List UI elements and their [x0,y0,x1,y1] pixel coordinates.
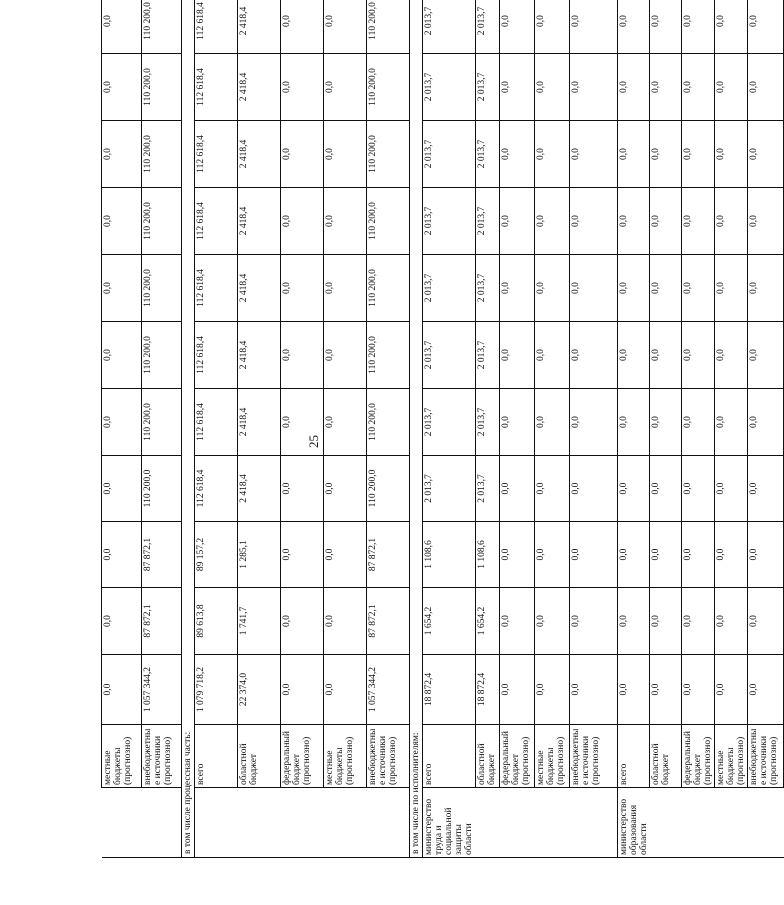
value-cell: 0,0 [324,655,367,725]
value-cell: 0,0 [617,655,650,725]
value-cell: 1 654,2 [423,588,476,655]
value-cell: 0,0 [617,188,650,255]
value-cell: 2 013,7 [475,255,499,322]
value-cell: 0,0 [748,655,784,725]
value-cell: 0,0 [102,188,142,255]
value-cell: 0,0 [534,54,569,121]
value-cell: 0,0 [281,655,324,725]
value-cell: 0,0 [534,522,569,588]
executor-cell [748,788,784,858]
value-cell: 0,0 [324,54,367,121]
value-cell: 0,0 [324,456,367,522]
executor-cell [367,788,410,858]
value-cell: 112 618,4 [195,389,238,456]
value-cell: 0,0 [534,0,569,54]
value-cell: 0,0 [534,121,569,188]
value-cell: 0,0 [748,54,784,121]
value-cell: 0,0 [499,54,534,121]
value-cell: 1 079 718,2 [195,655,238,725]
value-cell: 0,0 [324,322,367,389]
value-cell: 0,0 [569,255,617,322]
value-cell: 110 200,0 [142,54,182,121]
value-cell: 110 200,0 [367,54,410,121]
value-cell: 2 013,7 [475,456,499,522]
funding-source-cell: областной бюджет [475,725,499,788]
value-cell: 0,0 [715,0,748,54]
value-cell: 0,0 [102,121,142,188]
value-cell: 87 872,1 [142,588,182,655]
value-cell: 0,0 [324,121,367,188]
value-cell: 0,0 [617,588,650,655]
value-cell: 0,0 [650,588,682,655]
value-cell: 2 418,4 [238,0,281,54]
funding-source-cell: всего [195,725,238,788]
value-cell: 0,0 [102,255,142,322]
funding-source-cell: федеральный бюджет (прогнозно) [499,725,534,788]
executor-cell: министерство образования области [617,788,650,858]
value-cell: 110 200,0 [367,121,410,188]
value-cell: 0,0 [499,389,534,456]
value-cell: 0,0 [715,522,748,588]
value-cell: 2 013,7 [423,188,476,255]
value-cell: 0,0 [324,588,367,655]
table-row [475,0,499,858]
value-cell: 0,0 [715,54,748,121]
value-cell: 0,0 [715,322,748,389]
funding-source-cell: федеральный бюджет (прогнозно) [281,725,324,788]
executor-cell [715,788,748,858]
value-cell: 1 057 344,2 [367,655,410,725]
value-cell: 0,0 [499,188,534,255]
value-cell: 0,0 [102,0,142,54]
value-cell: 0,0 [102,322,142,389]
value-cell: 110 200,0 [142,188,182,255]
executor-cell [499,788,534,858]
value-cell: 2 418,4 [238,255,281,322]
funding-source-cell: местные бюджеты (прогнозно) [715,725,748,788]
funding-source-cell: всего [423,725,476,788]
value-cell: 0,0 [499,655,534,725]
value-cell: 112 618,4 [195,322,238,389]
table-body [102,0,784,858]
value-cell: 0,0 [748,255,784,322]
value-cell: 0,0 [281,0,324,54]
executor-cell [324,788,367,858]
table-row [195,0,238,858]
value-cell: 0,0 [281,522,324,588]
value-cell: 0,0 [748,389,784,456]
table-row [423,0,476,858]
value-cell: 0,0 [569,522,617,588]
value-cell: 0,0 [617,456,650,522]
value-cell: 0,0 [102,456,142,522]
value-cell: 1 741,7 [238,588,281,655]
value-cell: 0,0 [682,54,715,121]
value-cell: 110 200,0 [367,389,410,456]
section-label: в том числе по исполнителям: [410,0,423,858]
funding-source-cell: местные бюджеты (прогнозно) [534,725,569,788]
value-cell: 0,0 [682,121,715,188]
value-cell: 0,0 [617,121,650,188]
value-cell: 110 200,0 [367,188,410,255]
value-cell: 0,0 [102,522,142,588]
value-cell: 2 013,7 [475,389,499,456]
table-row [617,0,650,858]
table-row [281,0,324,858]
value-cell: 110 200,0 [367,322,410,389]
funding-source-cell: федеральный бюджет (прогнозно) [682,725,715,788]
value-cell: 0,0 [534,456,569,522]
value-cell: 0,0 [499,121,534,188]
value-cell: 0,0 [102,54,142,121]
funding-source-cell: местные бюджеты (прогнозно) [324,725,367,788]
value-cell: 0,0 [682,588,715,655]
value-cell: 2 418,4 [238,456,281,522]
value-cell: 2 013,7 [475,54,499,121]
value-cell: 0,0 [650,322,682,389]
value-cell: 18 872,4 [423,655,476,725]
value-cell: 0,0 [682,188,715,255]
rotated-budget-table [101,2,779,858]
value-cell: 0,0 [617,522,650,588]
value-cell: 0,0 [682,322,715,389]
value-cell: 1 285,1 [238,522,281,588]
table-row [324,0,367,858]
value-cell: 2 013,7 [423,456,476,522]
value-cell: 110 200,0 [142,322,182,389]
executor-cell [569,788,617,858]
value-cell: 0,0 [650,655,682,725]
value-cell: 0,0 [281,456,324,522]
funding-source-cell: внебюджетные источники (прогнозно) [367,725,410,788]
value-cell: 110 200,0 [142,456,182,522]
value-cell: 0,0 [102,655,142,725]
table-row [367,0,410,858]
executor-cell [682,788,715,858]
value-cell: 2 013,7 [423,389,476,456]
funding-source-cell: областной бюджет [650,725,682,788]
funding-source-cell: внебюджетные источники (прогнозно) [748,725,784,788]
value-cell: 0,0 [281,54,324,121]
section-row [410,0,423,858]
value-cell: 0,0 [281,121,324,188]
value-cell: 0,0 [534,588,569,655]
value-cell: 0,0 [748,0,784,54]
value-cell: 0,0 [281,255,324,322]
value-cell: 0,0 [569,588,617,655]
value-cell: 0,0 [534,389,569,456]
section-label: в том числе процессная часть: [182,0,195,858]
value-cell: 0,0 [569,54,617,121]
value-cell: 112 618,4 [195,121,238,188]
value-cell: 0,0 [281,188,324,255]
value-cell: 112 618,4 [195,456,238,522]
funding-source-cell: внебюджетные источники (прогнозно) [142,725,182,788]
value-cell: 112 618,4 [195,54,238,121]
value-cell: 2 013,7 [423,255,476,322]
executor-cell [142,788,182,858]
table-row [748,0,784,858]
value-cell: 0,0 [650,188,682,255]
value-cell: 0,0 [682,655,715,725]
value-cell: 1 108,6 [423,522,476,588]
value-cell: 110 200,0 [142,121,182,188]
table-row [534,0,569,858]
value-cell: 0,0 [650,255,682,322]
value-cell: 1 654,2 [475,588,499,655]
value-cell: 2 418,4 [238,121,281,188]
executor-cell: министерство труда и социальной защиты области [423,788,476,858]
budget-table [101,0,784,858]
section-row [182,0,195,858]
value-cell: 0,0 [682,0,715,54]
executor-cell [475,788,499,858]
value-cell: 0,0 [499,255,534,322]
value-cell: 0,0 [324,389,367,456]
value-cell: 0,0 [715,188,748,255]
value-cell: 0,0 [748,456,784,522]
value-cell: 0,0 [617,322,650,389]
value-cell: 0,0 [569,188,617,255]
value-cell: 18 872,4 [475,655,499,725]
executor-cell [534,788,569,858]
value-cell: 0,0 [569,389,617,456]
value-cell: 0,0 [748,588,784,655]
value-cell: 112 618,4 [195,188,238,255]
value-cell: 0,0 [650,456,682,522]
value-cell: 0,0 [499,0,534,54]
value-cell: 110 200,0 [367,255,410,322]
value-cell: 0,0 [650,522,682,588]
value-cell: 0,0 [617,255,650,322]
value-cell: 0,0 [650,54,682,121]
value-cell: 87 872,1 [367,588,410,655]
value-cell: 2 013,7 [423,121,476,188]
value-cell: 0,0 [281,588,324,655]
value-cell: 0,0 [682,522,715,588]
funding-source-cell: всего [617,725,650,788]
executor-cell [102,788,142,858]
value-cell: 0,0 [748,522,784,588]
executor-cell [238,788,281,858]
value-cell: 0,0 [748,188,784,255]
funding-source-cell: внебюджетные источники (прогнозно) [569,725,617,788]
page-number: 25 [306,435,321,448]
value-cell: 2 013,7 [423,322,476,389]
value-cell: 110 200,0 [142,389,182,456]
value-cell: 2 418,4 [238,54,281,121]
value-cell: 112 618,4 [195,0,238,54]
value-cell: 0,0 [569,121,617,188]
value-cell: 2 418,4 [238,389,281,456]
value-cell: 2 013,7 [475,188,499,255]
value-cell: 0,0 [569,0,617,54]
value-cell: 0,0 [682,456,715,522]
table-row [650,0,682,858]
value-cell: 0,0 [281,389,324,456]
value-cell: 2 013,7 [475,121,499,188]
value-cell: 0,0 [748,121,784,188]
value-cell: 0,0 [102,389,142,456]
value-cell: 0,0 [569,456,617,522]
value-cell: 0,0 [617,389,650,456]
value-cell: 0,0 [281,322,324,389]
funding-source-cell: областной бюджет [238,725,281,788]
value-cell: 0,0 [324,188,367,255]
table-row [499,0,534,858]
value-cell: 87 872,1 [142,522,182,588]
value-cell: 0,0 [102,588,142,655]
value-cell: 0,0 [650,389,682,456]
value-cell: 110 200,0 [142,0,182,54]
value-cell: 0,0 [499,322,534,389]
value-cell: 87 872,1 [367,522,410,588]
value-cell: 22 374,0 [238,655,281,725]
value-cell: 0,0 [499,522,534,588]
value-cell: 0,0 [617,54,650,121]
value-cell: 2 418,4 [238,322,281,389]
value-cell: 0,0 [715,389,748,456]
value-cell: 0,0 [715,255,748,322]
value-cell: 0,0 [534,322,569,389]
value-cell: 0,0 [569,655,617,725]
value-cell: 0,0 [715,588,748,655]
value-cell: 89 157,2 [195,522,238,588]
value-cell: 2 418,4 [238,188,281,255]
table-row [238,0,281,858]
value-cell: 0,0 [650,0,682,54]
value-cell: 0,0 [650,121,682,188]
value-cell: 2 013,7 [423,0,476,54]
value-cell: 110 200,0 [367,456,410,522]
value-cell: 0,0 [569,322,617,389]
value-cell: 0,0 [617,0,650,54]
value-cell: 89 613,8 [195,588,238,655]
value-cell: 112 618,4 [195,255,238,322]
value-cell: 2 013,7 [475,322,499,389]
table-row [715,0,748,858]
table-row [682,0,715,858]
executor-cell [281,788,324,858]
value-cell: 0,0 [748,322,784,389]
value-cell: 2 013,7 [475,0,499,54]
funding-source-cell: местные бюджеты (прогнозно) [102,725,142,788]
value-cell: 0,0 [534,655,569,725]
value-cell: 0,0 [324,522,367,588]
executor-cell [650,788,682,858]
value-cell: 0,0 [682,389,715,456]
executor-cell [195,788,238,858]
value-cell: 0,0 [499,456,534,522]
table-row [142,0,182,858]
value-cell: 110 200,0 [142,255,182,322]
value-cell: 0,0 [534,188,569,255]
value-cell: 0,0 [715,456,748,522]
table-row [102,0,142,858]
value-cell: 0,0 [715,655,748,725]
value-cell: 0,0 [324,255,367,322]
value-cell: 1 057 344,2 [142,655,182,725]
value-cell: 0,0 [324,0,367,54]
table-row [569,0,617,858]
value-cell: 1 108,6 [475,522,499,588]
value-cell: 2 013,7 [423,54,476,121]
value-cell: 0,0 [715,121,748,188]
value-cell: 110 200,0 [367,0,410,54]
value-cell: 0,0 [682,255,715,322]
value-cell: 0,0 [499,588,534,655]
value-cell: 0,0 [534,255,569,322]
